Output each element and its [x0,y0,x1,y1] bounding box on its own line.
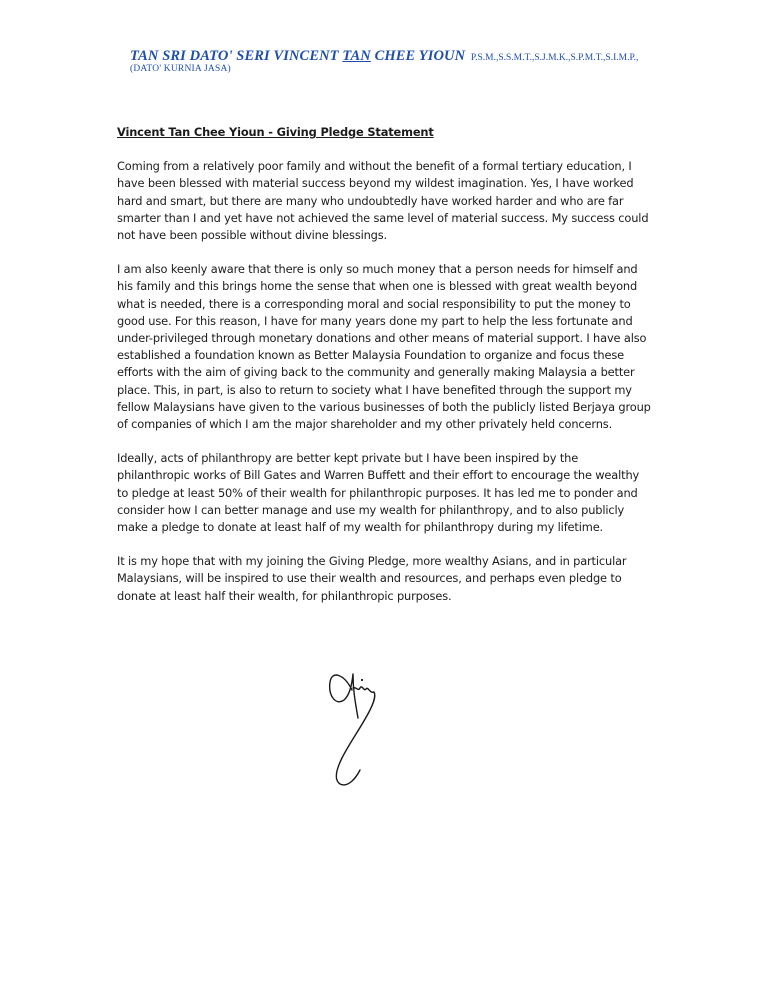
paragraph-4 [117,553,677,605]
signature [322,662,392,792]
paragraph-3 [117,450,677,536]
text-line: under-privileged through monetary donations and other means of material support. I have also [117,331,647,346]
text-line: Coming from a relatively poor family and without the benefit of a formal tertiary education, I [117,159,632,174]
text-line: I am also keenly aware that there is only so much money that a person needs for himself and [117,262,638,277]
text-line: Malaysians, will be inspired to use their wealth and resources, and perhaps even pledge to [117,571,622,586]
text-line: make a pledge to donate at least half of my wealth for philanthropy during my lifetime. [117,520,604,535]
text-line: of companies of which I am the major shareholder and my other privately held concerns. [117,417,613,432]
text-line: donate at least half their wealth, for philanthropic purposes. [117,588,452,603]
text-line: fellow Malaysians have given to the various businesses of both the publicly listed Berjaya group [117,399,651,414]
text-line: Ideally, acts of philanthropy are better kept private but I have been inspired by the [117,451,579,466]
text-line: consider how I can better manage and use my wealth for philanthropy, and to also publicly [117,502,625,517]
text-line: have been blessed with material success beyond my wildest imagination. Yes, I have worked [117,176,634,191]
text-line: place. This, in part, is also to return to society what I have benefited through the support my [117,382,632,397]
paragraph-2 [117,261,677,433]
signature-icon [322,662,392,792]
letterhead-honors: P.S.M.,S.S.M.T.,S.J.M.K.,S.P.M.T.,S.I.M.P., [470,53,639,63]
text-line: It is my hope that with my joining the Giving Pledge, more wealthy Asians, and in particular [117,554,627,569]
letterhead [130,48,638,74]
letterhead-name [130,48,638,65]
text-line: established a foundation known as Better Malaysia Foundation to organize and focus these [117,348,624,363]
text-line: not have been possible without divine blessings. [117,228,388,243]
letter-body [117,124,677,622]
text-line: hard and smart, but there are many who undoubtedly have worked harder and who are far [117,193,624,208]
text-line: philanthropic works of Bill Gates and Warren Buffett and their effort to encourage the wealthy [117,468,640,483]
text-line: smarter than I and yet have not achieved the same level of material success. My success could [117,210,649,225]
text-line: what is needed, there is a corresponding moral and social responsibility to put the money to [117,296,631,311]
text-line: good use. For this reason, I have for many years done my part to help the less fortunate and [117,313,633,328]
text-line: his family and this brings home the sense that when one is blessed with great wealth beyond [117,279,638,294]
text-line: to pledge at least 50% of their wealth for philanthropic purposes. It has led me to ponder and [117,485,638,500]
name-part-1: TAN SRI DATO' SERI VINCENT [130,48,343,64]
letterhead-title: (DATO' KURNIA JASA) [130,64,231,74]
paragraph-1 [117,158,677,244]
name-part-2: CHEE YIOUN [370,48,466,64]
document-heading: Vincent Tan Chee Yioun - Giving Pledge Statement [117,125,434,139]
name-surname-underlined: TAN [342,48,371,64]
text-line: efforts with the aim of giving back to the community and generally making Malaysia a better [117,365,635,380]
